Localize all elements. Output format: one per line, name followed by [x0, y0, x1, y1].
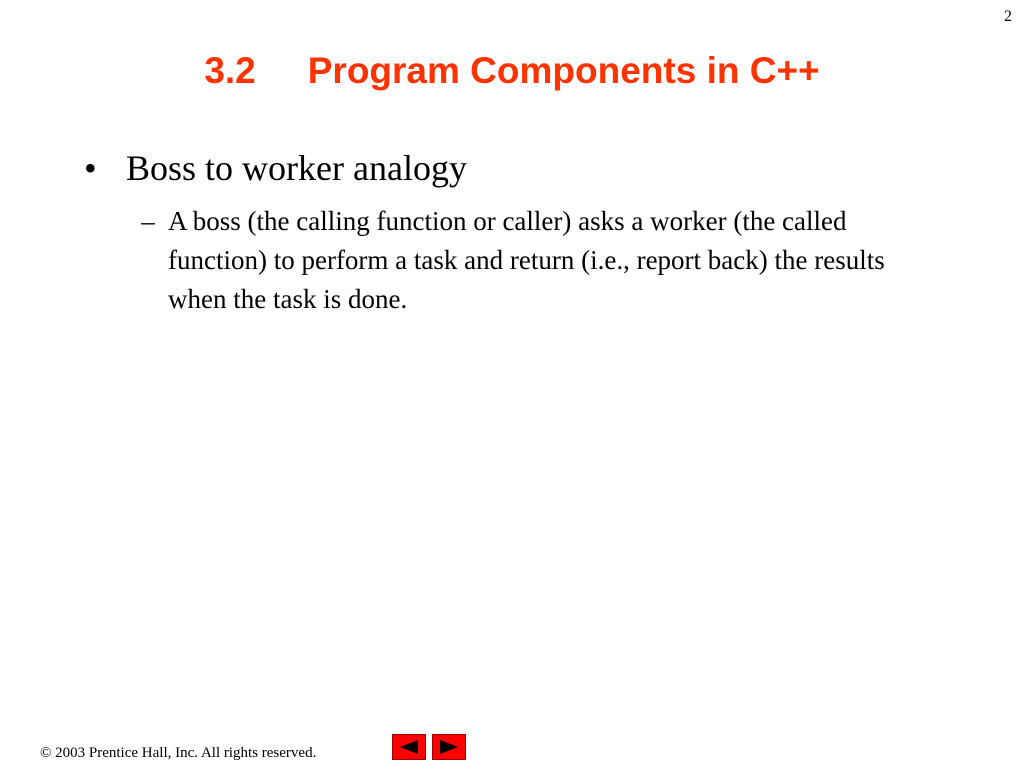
sub-bullet-mark: – [141, 206, 155, 236]
sub-bullet-item [128, 202, 904, 319]
previous-slide-button[interactable] [392, 734, 426, 760]
bullet-mark: • [84, 148, 97, 188]
bullet-item [84, 146, 904, 190]
bullet-text: Boss to worker analogy [126, 148, 467, 188]
page-number: 2 [1004, 8, 1012, 25]
triangle-left-icon [398, 739, 420, 755]
slide-navigation [392, 734, 466, 760]
title-text: Program Components in C++ [307, 50, 820, 91]
title-number: 3.2 [204, 50, 256, 91]
sub-bullet-text: A boss (the calling function or caller) asks a worker (the called function) to perform a task and return (i.e., report back) the results when the task is done. [168, 206, 885, 314]
next-slide-button[interactable] [432, 734, 466, 760]
copyright-footer: © 2003 Prentice Hall, Inc. All rights reserved. [40, 745, 317, 761]
slide-title [0, 50, 1024, 92]
slide-content [84, 146, 904, 319]
triangle-right-icon [438, 739, 460, 755]
